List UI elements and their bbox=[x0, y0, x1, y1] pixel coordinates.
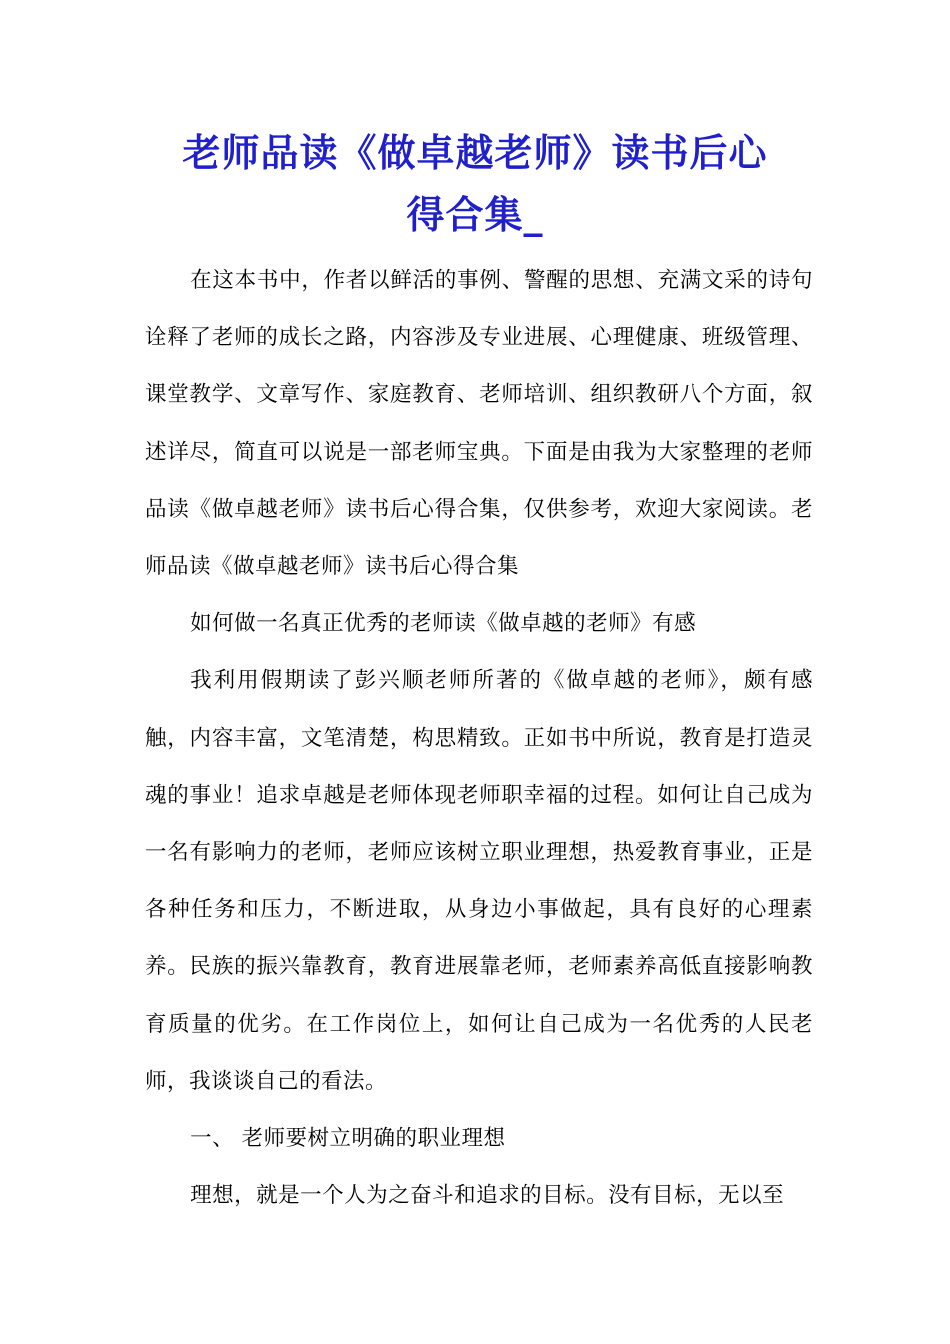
paragraph-subtitle: 如何做一名真正优秀的老师读《做卓越的老师》有感 bbox=[190, 611, 697, 637]
title-line-1: 老师品读《做卓越老师》读书后心 bbox=[182, 130, 768, 175]
section-heading-1: 一、 老师要树立明确的职业理想 bbox=[190, 1126, 506, 1152]
paragraph-main: 我利用假期读了彭兴顺老师所著的《做卓越的老师》，颇有感触，内容丰富，文笔清楚，构思精致。正如书中所说，教育是打造灵魂的事业！追求卓越是老师体现老师职幸福的过程。如何让自己成为一名有影响力的老师，老师应该树立职业理想，热爱教育事业，正是各种任务和压力，不断进取，从身边小事做起，具有良好的心理素养。民族的振兴靠教育，教育进展靠老师，老师素养高低直接影响教育质量的优劣。在工作岗位上，如何让自己成为一名优秀的人民老师，我谈谈自己的看法。 bbox=[145, 668, 813, 1094]
document-body bbox=[145, 252, 813, 1224]
paragraph-section-1: 理想，就是一个人为之奋斗和追求的目标。没有目标，无以至 bbox=[190, 1183, 785, 1209]
paragraph-intro: 在这本书中，作者以鲜活的事例、警醒的思想、充满文采的诗句诠释了老师的成长之路，内容涉及专业进展、心理健康、班级管理、课堂教学、文章写作、家庭教育、老师培训、组织教研八个方面，叙述详尽，简直可以说是一部老师宝典。下面是由我为大家整理的老师品读《做卓越老师》读书后心得合集，仅供参考，欢迎大家阅读。老师品读《做卓越老师》读书后心得合集 bbox=[145, 268, 813, 580]
title-line-2: 得合集_ bbox=[406, 192, 544, 237]
document-title bbox=[145, 122, 805, 246]
